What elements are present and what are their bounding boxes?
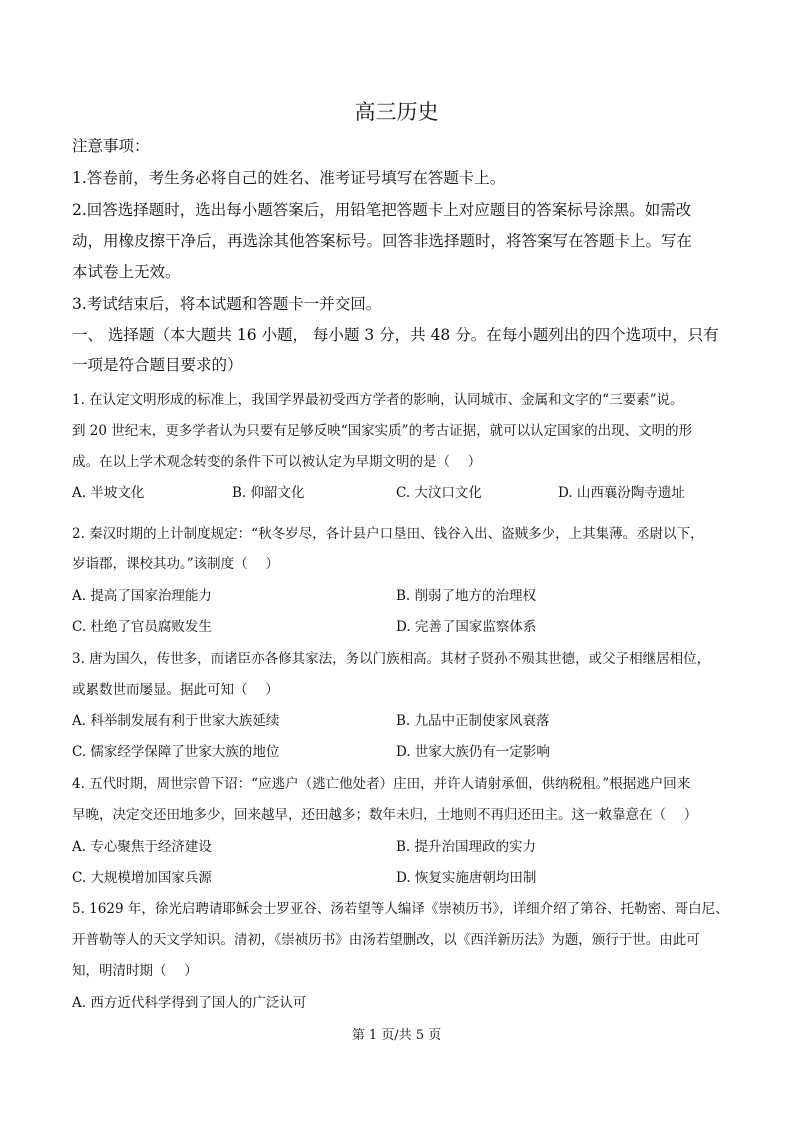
section-line-1: 一、 选择题（本大题共 16 小题， 每小题 3 分，共 48 分。在每小题列出的四个选项中，只有 <box>72 326 719 344</box>
option-a[interactable]: A. 专心聚焦于经济建设 <box>72 839 212 855</box>
question-text-line: 到 20 世纪末，更多学者认为只要有足够反映“国家实质”的考古证据，就可以认定国家的出现、文明的形 <box>72 423 693 439</box>
question-text-line: 早晚，决定交还田地多少，回来越早，还田越多；数年未归，土地则不再归还田主。这一敕靠意在（ ） <box>72 807 698 823</box>
option-a[interactable]: A. 半坡文化 <box>72 485 145 501</box>
option-a[interactable]: A. 提高了国家治理能力 <box>72 588 212 604</box>
option-d[interactable]: D. 完善了国家监察体系 <box>396 619 537 635</box>
question-text-line: 2. 秦汉时期的上计制度规定：“秋冬岁尽，各计县户口垦田、钱谷入出、盗贼多少，上其集薄。丞尉以下， <box>72 526 704 542</box>
question-text-line: 4. 五代时期，周世宗曾下诏：“应逃户（逃亡他处者）庄田，并许人请射承佃，供纳税租。”根据逃户回来 <box>72 776 691 792</box>
page-title: 高三历史 <box>354 100 439 124</box>
page-footer: 第 1 页/共 5 页 <box>351 1028 442 1043</box>
notice-line-2c: 本试卷上无效。 <box>72 263 181 281</box>
option-d[interactable]: D. 世家大族仍有一定影响 <box>396 744 550 760</box>
notice-heading: 注意事项： <box>72 137 150 155</box>
option-d[interactable]: D. 山西襄汾陶寺遗址 <box>558 485 685 501</box>
question-text-line: 5. 1629 年，徐光启聘请耶稣会士罗亚谷、汤若望等人编译《崇祯历书》，详细介绍了第谷、托勒密、哥白尼、 <box>72 901 729 917</box>
section-line-2: 一项是符合题目要求的） <box>72 356 243 374</box>
option-a[interactable]: A. 西方近代科学得到了国人的广泛认可 <box>72 995 307 1011</box>
question-text-line: 3. 唐为国久，传世多，而诸臣亦各修其家法，务以门族相高。其材子贤孙不殒其世德，或父子相继居相位， <box>72 651 711 667</box>
question-text-line: 成。在以上学术观念转变的条件下可以被认定为早期文明的是（ ） <box>72 454 482 470</box>
option-b[interactable]: B. 仰韶文化 <box>232 485 305 501</box>
question-text-line: 知，明清时期（ ） <box>72 963 198 979</box>
option-b[interactable]: B. 削弱了地方的治理权 <box>396 588 537 604</box>
question-text-line: 开普勒等人的天文学知识。清初，《崇祯历书》由汤若望删改，以《西洋新历法》为题，颁行于世。由此可 <box>72 932 700 948</box>
option-d[interactable]: D. 恢复实施唐朝均田制 <box>396 870 537 886</box>
option-b[interactable]: B. 九品中正制使家风衰落 <box>396 713 550 729</box>
option-c[interactable]: C. 儒家经学保障了世家大族的地位 <box>72 744 280 760</box>
option-a[interactable]: A. 科举制发展有利于世家大族延续 <box>72 713 280 729</box>
notice-line-1: 1.答卷前，考生务必将自己的姓名、准考证号填写在答题卡上。 <box>72 169 506 187</box>
option-c[interactable]: C. 杜绝了官员腐败发生 <box>72 619 212 635</box>
question-text-line: 1. 在认定文明形成的标准上，我国学界最初受西方学者的影响，认同城市、金属和文字的“三要素”说。 <box>72 392 684 408</box>
question-text-line: 或累数世而屡显。据此可知（ ） <box>72 682 279 698</box>
option-c[interactable]: C. 大规模增加国家兵源 <box>72 870 212 886</box>
notice-line-3: 3.考试结束后，将本试题和答题卡一并交回。 <box>72 295 382 313</box>
notice-line-2b: 动，用橡皮擦干净后，再选涂其他答案标号。回答非选择题时，将答案写在答题卡上。写在 <box>72 232 693 250</box>
option-b[interactable]: B. 提升治国理政的实力 <box>396 839 537 855</box>
option-c[interactable]: C. 大汶口文化 <box>396 485 482 501</box>
question-text-line: 岁诣郡，课校其功。”该制度（ ） <box>72 556 279 572</box>
notice-line-2a: 2.回答选择题时，选出每小题答案后，用铅笔把答题卡上对应题目的答案标号涂黑。如需改 <box>72 201 692 219</box>
